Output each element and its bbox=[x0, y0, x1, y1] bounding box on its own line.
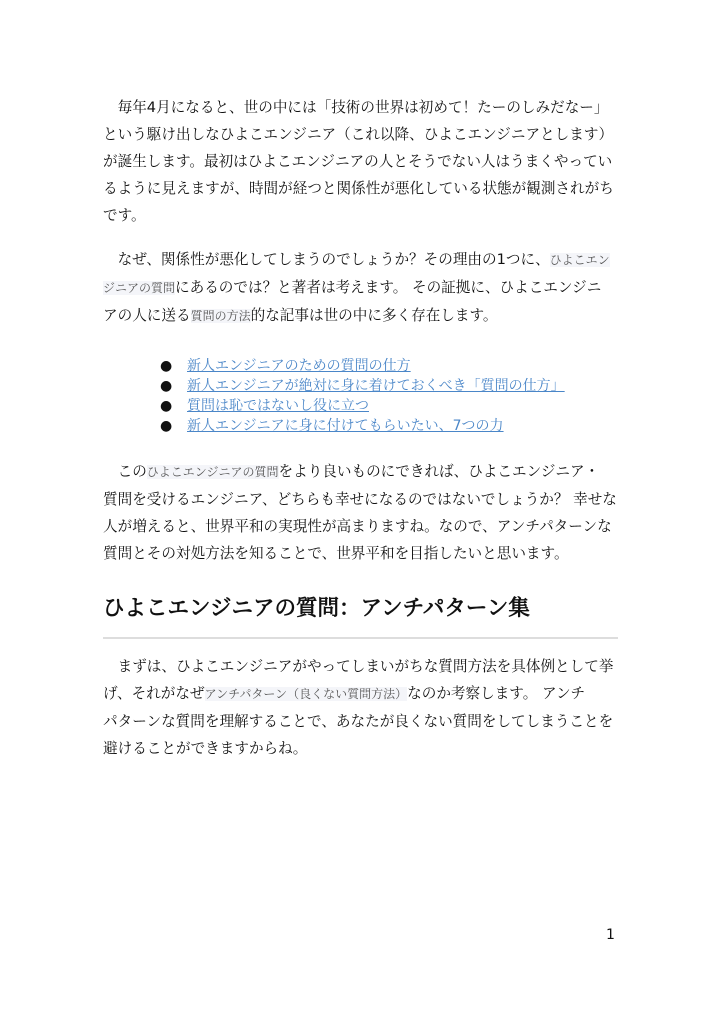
bullet-icon: ● bbox=[160, 418, 173, 434]
text-line bbox=[103, 458, 618, 486]
text-line bbox=[103, 302, 618, 330]
inline-code: 質問の方法 bbox=[190, 309, 251, 323]
article-link[interactable]: 質問は恥ではないし役に立つ bbox=[187, 398, 369, 414]
list-item bbox=[160, 416, 618, 436]
section-heading: ひよこエンジニアの質問：アンチパターン集 bbox=[103, 596, 530, 621]
text-segment: まずは、ひよこエンジニアがやってしまいがちな質問方法を具体例として挙 bbox=[103, 658, 614, 675]
article-link[interactable]: 新人エンジニアが絶対に身に着けておくべき「質問の仕方」 bbox=[187, 378, 565, 394]
text-line bbox=[103, 680, 618, 708]
text-line bbox=[103, 202, 618, 229]
intro-paragraph bbox=[103, 94, 618, 229]
article-link-list bbox=[103, 356, 618, 436]
text-segment: げ、それがなぜ bbox=[103, 685, 205, 702]
text-line bbox=[103, 735, 618, 762]
text-segment: という駆け出しなひよこエンジニア（これ以降、ひよこエンジニアとします） bbox=[103, 126, 614, 143]
section-intro-paragraph bbox=[103, 653, 618, 762]
text-segment: 人が増えると、世界平和の実現性が高まりますね。なので、アンチパターンな bbox=[103, 518, 612, 535]
bullet-icon: ● bbox=[160, 398, 173, 414]
list-item bbox=[160, 396, 618, 416]
text-segment: です。 bbox=[103, 207, 146, 224]
text-segment: この bbox=[103, 463, 147, 480]
text-segment: るように見えますが、時間が経つと関係性が悪化している状態が観測されがち bbox=[103, 180, 614, 197]
inline-code: アンチパターン（良くない質問方法） bbox=[204, 687, 408, 701]
inline-code: ひよこエンジニアの質問 bbox=[146, 465, 279, 479]
text-segment: パターンな質問を理解することで、あなたが良くない質問をしてしまうことを bbox=[103, 713, 614, 730]
text-line bbox=[103, 653, 618, 680]
text-segment: 毎年4月になると、世の中には「技術の世界は初めて！たーのしみだなー」 bbox=[103, 99, 609, 116]
text-line bbox=[103, 148, 618, 175]
text-segment: をより良いものにできれば、ひよこエンジニア・ bbox=[278, 463, 600, 480]
text-line bbox=[103, 94, 618, 121]
reason-paragraph bbox=[103, 246, 618, 330]
text-segment: 避けることができますからね。 bbox=[103, 740, 308, 757]
bullet-icon: ● bbox=[160, 378, 173, 394]
goal-paragraph bbox=[103, 458, 618, 567]
text-line bbox=[103, 540, 618, 567]
heading-divider bbox=[103, 637, 618, 639]
document-page bbox=[103, 94, 618, 762]
text-segment: 質問とその対処方法を知ることで、世界平和を目指したいと思います。 bbox=[103, 545, 569, 562]
text-line bbox=[103, 513, 618, 540]
text-segment: にあるのでは？と著者は考えます。 その証拠に、ひよこエンジニ bbox=[175, 279, 602, 296]
text-segment: 的な記事は世の中に多く存在します。 bbox=[250, 307, 498, 324]
bullet-icon: ● bbox=[160, 358, 173, 374]
page-number: 1 bbox=[606, 927, 615, 943]
text-line bbox=[103, 175, 618, 202]
inline-code: ひよこエン bbox=[549, 253, 610, 267]
article-link[interactable]: 新人エンジニアのための質問の仕方 bbox=[187, 358, 411, 374]
text-line bbox=[103, 121, 618, 148]
text-line bbox=[103, 246, 618, 274]
text-line bbox=[103, 486, 618, 513]
article-link[interactable]: 新人エンジニアに身に付けてもらいたい、7つの力 bbox=[187, 418, 504, 434]
text-segment: なのか考察します。 アンチ bbox=[407, 685, 586, 702]
text-segment: 質問を受けるエンジニア、どちらも幸せになるのではないでしょうか？ 幸せな bbox=[103, 491, 617, 508]
inline-code: ジニアの質問 bbox=[103, 281, 176, 295]
list-item bbox=[160, 356, 618, 376]
list-item bbox=[160, 376, 618, 396]
text-segment: が誕生します。最初はひよこエンジニアの人とそうでない人はうまくやってい bbox=[103, 153, 613, 170]
text-line bbox=[103, 274, 618, 302]
text-line bbox=[103, 708, 618, 735]
text-segment: なぜ、関係性が悪化してしまうのでしょうか？その理由の1つに、 bbox=[103, 251, 550, 268]
text-segment: アの人に送る bbox=[103, 307, 191, 324]
